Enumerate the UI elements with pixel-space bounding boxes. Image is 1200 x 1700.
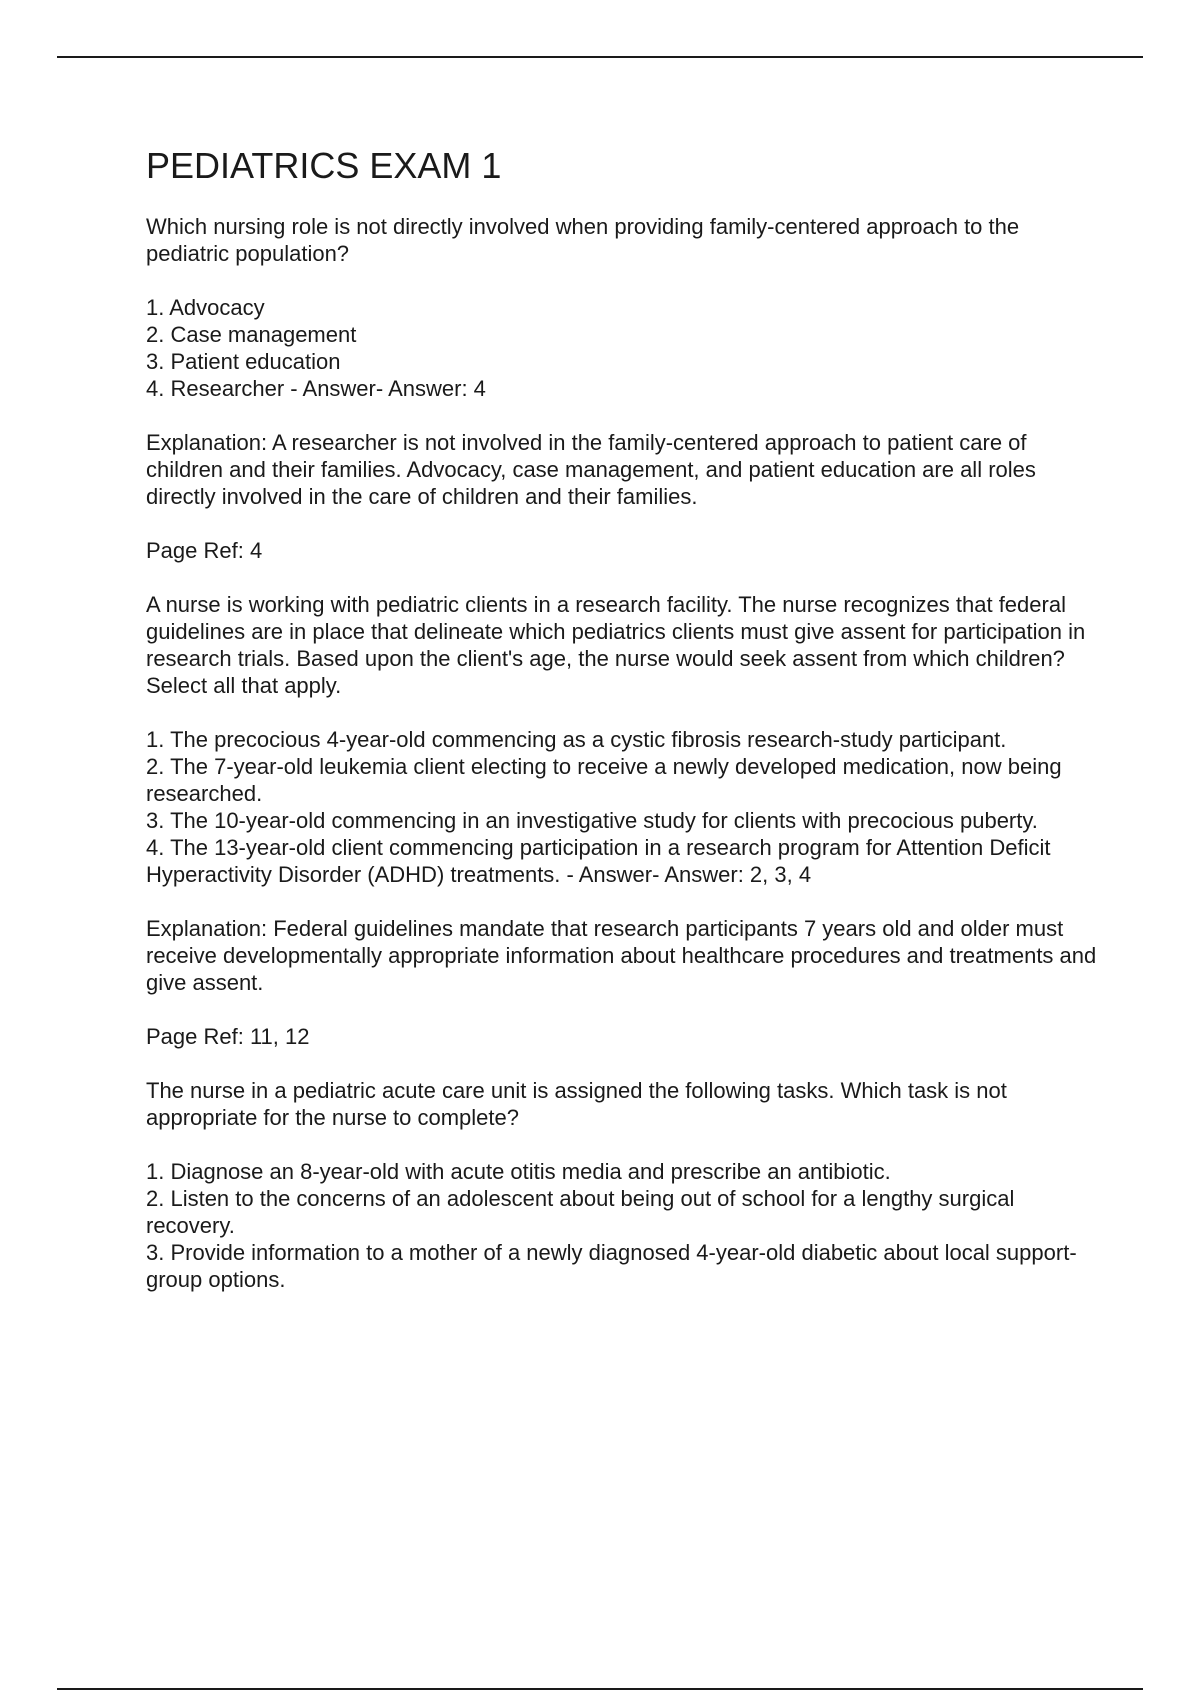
question-3-stem: The nurse in a pediatric acute care unit is assigned the following tasks. Which task is not appropriate for the nurse to complete?: [146, 1078, 1007, 1130]
option: 2. The 7-year-old leukemia client electing to receive a newly developed medication, now being researched.: [146, 754, 1062, 806]
question-2-stem: A nurse is working with pediatric clients in a research facility. The nurse recognizes that federal guidelines are in place that delineate which pediatrics clients must give assent for participation in research trials. Based upon the client's age, the nurse would seek assent from which children?: [146, 592, 1086, 671]
document-body: [146, 213, 1106, 1293]
option: 3. The 10-year-old commencing in an investigative study for clients with precocious puberty.: [146, 808, 1038, 833]
document-page: [146, 130, 1106, 1320]
option: 1. Diagnose an 8-year-old with acute otitis media and prescribe an antibiotic.: [146, 1159, 891, 1184]
question-1-page-ref: Page Ref: 4: [146, 538, 263, 563]
bottom-rule: [57, 1688, 1143, 1690]
top-rule: [57, 56, 1143, 58]
option: 3. Patient education: [146, 349, 341, 374]
option: 2. Case management: [146, 322, 357, 347]
question-2-instruction: Select all that apply.: [146, 673, 342, 698]
page-title: PEDIATRICS EXAM 1: [146, 145, 502, 186]
question-2-page-ref: Page Ref: 11, 12: [146, 1024, 310, 1049]
option: 1. Advocacy: [146, 295, 265, 320]
option: 2. Listen to the concerns of an adolescent about being out of school for a lengthy surgical recovery.: [146, 1186, 1015, 1238]
question-1-stem: Which nursing role is not directly involved when providing family-centered approach to the pediatric population?: [146, 214, 1020, 266]
question-1-options: [146, 294, 1106, 402]
option: 3. Provide information to a mother of a newly diagnosed 4-year-old diabetic about local support-group options.: [146, 1240, 1077, 1292]
option: 1. The precocious 4-year-old commencing as a cystic fibrosis research-study participant.: [146, 727, 1007, 752]
question-1-explanation: Explanation: A researcher is not involved in the family-centered approach to patient care of children and their families. Advocacy, case management, and patient education are all roles directly involved in the care of children and their families.: [146, 430, 1036, 509]
question-3-options: [146, 1158, 1106, 1293]
option-answer: 4. Researcher - Answer- Answer: 4: [146, 376, 486, 401]
option-answer: 4. The 13-year-old client commencing participation in a research program for Attention Deficit Hyperactivity Disorder (ADHD) treatments. - Answer- Answer: 2, 3, 4: [146, 835, 1051, 887]
question-2-options: [146, 726, 1106, 888]
question-2-stem-block: [146, 591, 1106, 699]
question-2-explanation: Explanation: Federal guidelines mandate that research participants 7 years old and older must receive developmentally appropriate information about healthcare procedures and treatments and give assent.: [146, 916, 1097, 995]
